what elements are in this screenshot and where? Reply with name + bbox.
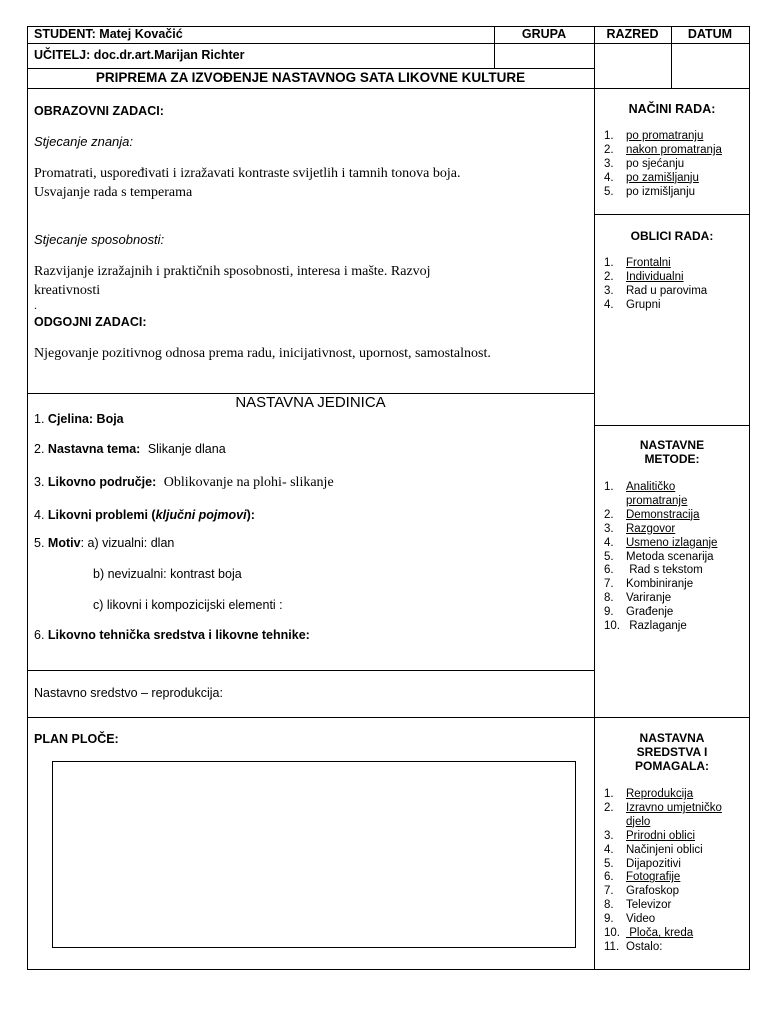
nastavna-sredstva-list bbox=[604, 788, 722, 955]
nastavna-sredstva-heading-line3: POMAGALA: bbox=[635, 759, 709, 773]
znanja-text-line2: Usvajanje rada s temperama bbox=[34, 185, 193, 200]
list-item-number: 4. bbox=[604, 298, 614, 311]
list-item-number: 2. bbox=[604, 508, 614, 521]
list-item-number: 1. bbox=[604, 788, 614, 800]
plan-ploce-heading: PLAN PLOČE: bbox=[34, 732, 119, 746]
list-item bbox=[604, 158, 722, 172]
motiv-label: Motiv bbox=[47, 536, 81, 550]
item-likovno-podrucje bbox=[34, 475, 334, 491]
nastavna-sredstva-heading-line1: NASTAVNA bbox=[639, 731, 705, 745]
list-item-label: Usmeno izlaganje bbox=[626, 536, 718, 549]
list-item-label: Demonstracija bbox=[626, 508, 700, 521]
list-item-label: Dijapozitivi bbox=[626, 857, 681, 870]
list-item bbox=[604, 172, 722, 186]
item-number: 5. bbox=[34, 536, 45, 550]
list-item bbox=[604, 537, 717, 551]
list-item-number: 7. bbox=[604, 578, 614, 591]
item-number: 2. bbox=[34, 442, 45, 456]
list-item bbox=[604, 509, 717, 523]
list-item bbox=[604, 592, 717, 606]
list-item bbox=[604, 523, 717, 537]
list-item bbox=[604, 788, 722, 802]
item-likovni-problemi bbox=[34, 508, 255, 522]
nastavne-metode-heading bbox=[594, 438, 750, 466]
list-item-label: Reprodukcija bbox=[626, 788, 694, 800]
list-item-label: Razgovor bbox=[626, 522, 676, 535]
oblici-rada-heading: OBLICI RADA: bbox=[630, 229, 714, 243]
grupa-header: GRUPA bbox=[521, 27, 567, 41]
nastavna-sredstva-heading-line2: SREDSTVA I bbox=[636, 745, 708, 759]
likovni-problemi-close: ): bbox=[246, 508, 255, 522]
motiv-nevizualni: b) nevizualni: kontrast boja bbox=[93, 567, 242, 581]
list-item bbox=[604, 620, 717, 634]
list-item-label: Izravno umjetničko bbox=[626, 801, 722, 814]
list-item-number: 6. bbox=[604, 564, 614, 577]
list-item bbox=[604, 551, 717, 565]
list-item-label: Grupni bbox=[626, 298, 661, 311]
sposobnosti-dot: . bbox=[34, 298, 37, 312]
list-item-label: po izmišljanju bbox=[626, 185, 696, 198]
list-item bbox=[604, 885, 722, 899]
list-item bbox=[604, 481, 717, 495]
list-item bbox=[604, 130, 722, 144]
list-item bbox=[604, 913, 722, 927]
list-item-label: Kombiniranje bbox=[626, 578, 694, 591]
list-item-number: 10. bbox=[604, 927, 620, 940]
list-item-number: 4. bbox=[604, 171, 614, 184]
list-item-label: Analitičko bbox=[626, 481, 676, 493]
list-item-label: Ploča, kreda bbox=[626, 927, 694, 940]
nastavne-metode-heading-line1: NASTAVNE bbox=[639, 438, 705, 452]
item-nastavna-tema bbox=[34, 442, 226, 456]
list-item bbox=[604, 564, 717, 578]
list-item-number: 9. bbox=[604, 913, 614, 926]
list-item-continuation: promatranje bbox=[626, 494, 688, 507]
list-item bbox=[604, 927, 722, 941]
item-tehnicka-sredstva bbox=[34, 628, 310, 642]
nastavna-tema-label: Nastavna tema: bbox=[47, 442, 141, 456]
list-item-number: 2. bbox=[604, 143, 614, 156]
list-item-number: 5. bbox=[604, 185, 614, 198]
list-item-number: 3. bbox=[604, 157, 614, 170]
list-item-number: 8. bbox=[604, 592, 614, 605]
nastavne-metode-list bbox=[604, 481, 717, 634]
list-item-number: 8. bbox=[604, 899, 614, 912]
likovni-problemi-label: Likovni problemi ( bbox=[47, 508, 156, 522]
list-item-label: Načinjeni oblici bbox=[626, 843, 703, 856]
list-item bbox=[604, 186, 722, 200]
nastavna-jedinica-heading: NASTAVNA JEDINICA bbox=[235, 394, 386, 411]
cjelina-label: Cjelina: Boja bbox=[47, 412, 124, 426]
nastavne-metode-heading-line2: METODE: bbox=[644, 452, 700, 466]
sposobnosti-text-line1: Razvijanje izražajnih i praktičnih sposobnosti, interesa i mašte. Razvoj bbox=[34, 264, 431, 279]
list-item-label: Prirodni oblici bbox=[626, 829, 696, 842]
plan-ploce-box bbox=[52, 761, 576, 948]
list-item-number: 1. bbox=[604, 130, 614, 142]
list-item-label: Metoda scenarija bbox=[626, 550, 714, 563]
list-item-label: Frontalni bbox=[626, 257, 671, 269]
likovno-podrucje-label: Likovno područje: bbox=[47, 475, 157, 489]
stjecanje-znanja-label: Stjecanje znanja: bbox=[34, 134, 134, 149]
list-item-label: Razlaganje bbox=[626, 620, 687, 633]
list-item bbox=[604, 830, 722, 844]
list-item bbox=[604, 257, 707, 271]
list-item bbox=[604, 578, 717, 592]
list-item bbox=[604, 606, 717, 620]
datum-header: DATUM bbox=[687, 27, 733, 41]
sposobnosti-text-line2: kreativnosti bbox=[34, 283, 101, 298]
list-item-number: 1. bbox=[604, 481, 614, 493]
student-name: STUDENT: Matej Kovačić bbox=[34, 27, 183, 41]
list-item-number: 5. bbox=[604, 857, 614, 870]
list-item-label: Građenje bbox=[626, 606, 674, 619]
list-item-label: Grafoskop bbox=[626, 885, 680, 898]
list-item bbox=[604, 941, 722, 955]
list-item-label: Fotografije bbox=[626, 871, 681, 884]
razred-header: RAZRED bbox=[606, 27, 659, 41]
list-item bbox=[604, 299, 707, 313]
list-item bbox=[604, 844, 722, 858]
list-item-label: Video bbox=[626, 913, 656, 926]
list-item-number: 2. bbox=[604, 801, 614, 814]
item-number: 4. bbox=[34, 508, 45, 522]
odgojni-zadaci-heading: ODGOJNI ZADACI: bbox=[34, 315, 147, 329]
list-item-label: Televizor bbox=[626, 899, 672, 912]
motiv-likovni-elementi: c) likovni i kompozicijski elementi : bbox=[93, 598, 283, 612]
list-item-number: 2. bbox=[604, 270, 614, 283]
nacini-rada-heading: NAČINI RADA: bbox=[628, 102, 716, 116]
page-title: PRIPREMA ZA IZVOĐENJE NASTAVNOG SATA LIKOVNE KULTURE bbox=[95, 70, 526, 85]
ucitelj-name: UČITELJ: doc.dr.art.Marijan Richter bbox=[34, 48, 245, 62]
stjecanje-sposobnosti-label: Stjecanje sposobnosti: bbox=[34, 232, 165, 247]
list-item-number: 6. bbox=[604, 871, 614, 884]
nacini-rada-list bbox=[604, 130, 722, 200]
list-item bbox=[604, 144, 722, 158]
list-item-label: Ostalo: bbox=[626, 940, 663, 953]
list-item-label: po sjećanju bbox=[626, 157, 685, 170]
likovno-podrucje-value: Oblikovanje na plohi- slikanje bbox=[163, 475, 334, 490]
item-cjelina bbox=[34, 412, 124, 426]
nastavna-tema-value: Slikanje dlana bbox=[147, 442, 226, 456]
list-item bbox=[604, 871, 722, 885]
list-item-number: 11. bbox=[604, 940, 620, 953]
list-item-label: Rad u parovima bbox=[626, 284, 708, 297]
list-item-label: Individualni bbox=[626, 270, 684, 283]
znanja-text-line1: Promatrati, uspoređivati i izražavati kontraste svijetlih i tamnih tonova boja. bbox=[34, 166, 461, 181]
tehnicka-sredstva-label: Likovno tehnička sredstva i likovne tehnike: bbox=[47, 628, 310, 642]
list-item bbox=[604, 285, 707, 299]
nastavno-sredstvo: Nastavno sredstvo – reprodukcija: bbox=[34, 686, 223, 700]
item-number: 3. bbox=[34, 475, 45, 489]
item-number: 1. bbox=[34, 412, 45, 426]
list-item-number: 5. bbox=[604, 550, 614, 563]
list-item-number: 3. bbox=[604, 522, 614, 535]
list-item bbox=[604, 858, 722, 872]
odgojni-text: Njegovanje pozitivnog odnosa prema radu, inicijativnost, upornost, samostalnost. bbox=[34, 346, 491, 361]
oblici-rada-list bbox=[604, 257, 707, 313]
nastavna-sredstva-heading bbox=[594, 731, 750, 773]
list-item bbox=[604, 899, 722, 913]
list-item-label: po promatranju bbox=[626, 130, 704, 142]
list-item-number: 4. bbox=[604, 536, 614, 549]
item-motiv bbox=[34, 536, 174, 550]
list-item-continuation: djelo bbox=[626, 815, 651, 828]
list-item-number: 7. bbox=[604, 885, 614, 898]
motiv-vizualni: : a) vizualni: dlan bbox=[80, 536, 175, 550]
list-item-label: nakon promatranja bbox=[626, 143, 722, 156]
list-item-number: 3. bbox=[604, 284, 614, 297]
list-item bbox=[604, 271, 707, 285]
list-item-label: po zamišljanju bbox=[626, 171, 699, 184]
list-item-number: 9. bbox=[604, 606, 614, 619]
list-item-number: 10. bbox=[604, 620, 620, 633]
obrazovni-zadaci-heading: OBRAZOVNI ZADACI: bbox=[34, 104, 164, 118]
list-item-number: 3. bbox=[604, 829, 614, 842]
list-item-label: Rad s tekstom bbox=[626, 564, 703, 577]
list-item-number: 1. bbox=[604, 257, 614, 269]
list-item-number: 4. bbox=[604, 843, 614, 856]
kljucni-pojmovi-label: ključni pojmovi bbox=[155, 508, 247, 522]
list-item bbox=[604, 802, 722, 816]
item-number: 6. bbox=[34, 628, 45, 642]
list-item-label: Variranje bbox=[626, 592, 672, 605]
